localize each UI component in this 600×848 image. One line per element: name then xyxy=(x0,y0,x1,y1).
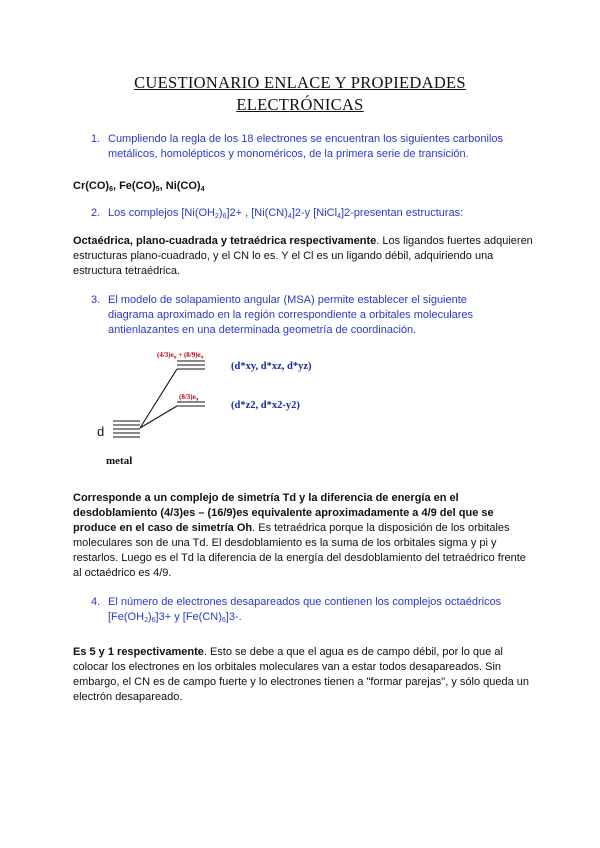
d-level-stack xyxy=(113,421,140,437)
answer-3: Corresponde a un complejo de simetría Td y la diferencia de energía en el desdoblamiento (4/3)es – (16/9)es equivalente aproximadamente a 4/9 del que se produce en el caso de simetría Oh. Es tetraédrica porque la disposición de los orbitales moleculares son de una Td. El desdoblamiento es la suma de los orbitales sigma y pi y restarlos. Luego es el Td la diferencia de la energía del desdoblamiento del tetraédrico frente al octaédrico es 4/9. xyxy=(73,492,526,579)
question-number: 2. xyxy=(91,207,101,219)
answer-highlight: Octaédrica, plano-cuadrada y tetraédrica respectivamente xyxy=(73,235,377,247)
connector-upper xyxy=(140,369,177,428)
answer-highlight: Es 5 y 1 respectivamente xyxy=(73,646,204,658)
title-line-1: CUESTIONARIO ENLACE Y PROPIEDADES xyxy=(134,73,466,92)
question-1 xyxy=(91,132,511,164)
question-3 xyxy=(91,293,511,339)
upper-orbital-set: (d*xy, d*xz, d*yz) xyxy=(231,361,312,372)
question-number: 1. xyxy=(91,133,101,145)
question-number: 3. xyxy=(91,294,101,306)
upper-energy-label: $(4/3)e_\sigma + (8/9)e_\pi$ xyxy=(157,351,204,361)
answer-2: Octaédrica, plano-cuadrada y tetraédrica respectivamente. Los ligandos fuertes adquieren estructuras plano-cuadrado, y el CN lo es. Y el Cl es un ligando débil, adquiriendo una estructura tetraédrica. xyxy=(73,235,533,277)
answer-highlight: Corresponde a un complejo de simetría Td y la diferencia de energía en el desdoblamiento (4/3)es – (16/9)es equivalente aproximadamente a 4/9 del que se produce en el caso de simetría Oh xyxy=(73,492,494,534)
question-number: 4. xyxy=(91,596,101,608)
connector-lower xyxy=(140,406,177,428)
title-line-2: ELECTRÓNICAS xyxy=(236,95,364,114)
question-text: El modelo de solapamiento angular (MSA) permite establecer el siguiente diagrama aproximado en la región correspondiente a orbitales moleculares antienlazantes en una determinada geometría de coordinación. xyxy=(108,294,474,336)
msa-energy-diagram xyxy=(73,342,373,475)
question-text: Los complejos $[Ni(OH_2)_6]2+$ , $[Ni(CN)_4]2-y$ [NiCl$_4$]2-presentan estructuras: xyxy=(108,207,464,220)
lower-orbital-set: (d*z2, d*x2-y2) xyxy=(231,400,300,411)
metal-label: metal xyxy=(106,455,133,467)
page-title xyxy=(0,73,600,115)
question-2 xyxy=(91,206,511,222)
question-text: Cumpliendo la regla de los 18 electrones se encuentran los siguientes carbonilos metálicos, homolépticos y monoméricos, de la primera serie de transición. xyxy=(108,133,504,160)
answer-1: $Cr(CO)_6$, $Fe(CO)_5$, $Ni(CO)_4$ xyxy=(73,180,205,193)
question-text: El número de electrones desapareados que contienen los complejos octaédricos $[Fe(OH_2)_6]3+ y$ $[Fe(CN)_6]3-$. xyxy=(108,596,502,624)
lower-level-stack xyxy=(177,402,205,406)
d-label: d xyxy=(97,424,105,439)
lower-energy-label: $(8/3)e_\pi$ xyxy=(179,393,199,403)
upper-level-stack xyxy=(177,361,205,369)
answer-4: Es 5 y 1 respectivamente. Esto se debe a que el agua es de campo débil, por lo que al colocar los electrones en los orbitales moleculares van a estar todos desapareados. Sin embargo, el CN es de campo fuerte y lo electrones tienen a "formar parejas", y sólo queda un electrón desapareado. xyxy=(73,646,530,703)
question-4 xyxy=(91,595,511,627)
